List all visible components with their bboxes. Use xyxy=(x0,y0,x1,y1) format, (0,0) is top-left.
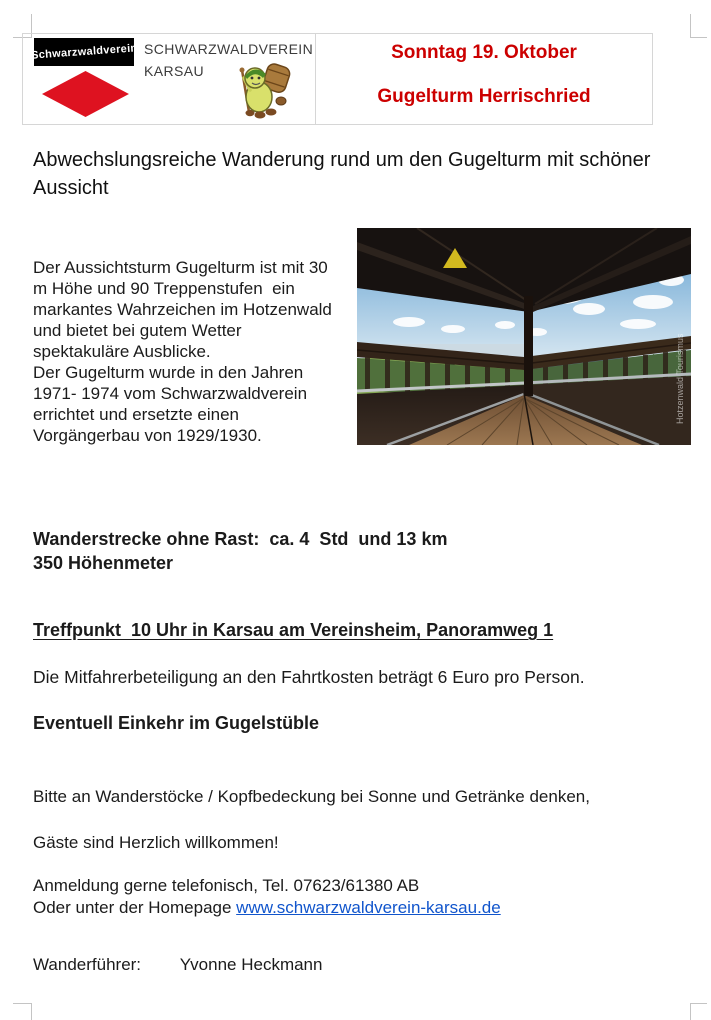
guests-welcome: Gäste sind Herzlich willkommen! xyxy=(33,833,279,852)
margin-mark-bottom-left xyxy=(13,1003,32,1020)
route-line2: 350 Höhenmeter xyxy=(33,553,174,573)
desc-line: m Höhe und 90 Treppenstufen ein xyxy=(33,279,295,298)
red-diamond-logo-icon xyxy=(42,71,129,117)
tower-description xyxy=(33,257,363,446)
desc-line: 1971- 1974 vom Schwarzwaldverein xyxy=(33,384,308,403)
margin-mark-bottom-right xyxy=(690,1003,707,1020)
margin-mark-top-right xyxy=(690,14,707,38)
event-location: Gugelturm Herrischried xyxy=(377,86,591,107)
title-line1: Abwechslungsreiche Wanderung rund um den Gugelturm mit schöner xyxy=(33,149,651,171)
schwarzwaldverein-logo xyxy=(30,38,138,66)
org-name-line1: SCHWARZWALDVEREIN xyxy=(144,41,314,57)
desc-line: markantes Wahrzeichen im Hotzenwald xyxy=(33,300,332,319)
page-title xyxy=(33,146,693,202)
org-name-line2: KARSAU xyxy=(144,63,204,79)
desc-line: Der Aussichtsturm Gugelturm ist mit 30 xyxy=(33,258,328,277)
route-info xyxy=(33,527,447,575)
header-event-cell xyxy=(316,34,652,124)
desc-line: und bietet bei gutem Wetter xyxy=(33,321,242,340)
meeting-point: Treffpunkt 10 Uhr in Karsau am Vereinsheim, Panoramweg 1 xyxy=(33,620,554,640)
refreshment-stop: Eventuell Einkehr im Gugelstüble xyxy=(33,713,320,733)
desc-line: spektakuläre Ausblicke. xyxy=(33,342,211,361)
registration-info xyxy=(33,875,501,919)
hiker-mascot-icon xyxy=(229,63,293,119)
guide-info xyxy=(33,955,322,975)
photo-watermark: Hotzenwald Tourismus xyxy=(675,333,685,424)
logo-box-label: Schwarzwaldverein xyxy=(30,42,138,62)
desc-line: Vorgängerbau von 1929/1930. xyxy=(33,426,262,445)
title-line2: Aussicht xyxy=(33,177,109,199)
event-date: Sonntag 19. Oktober xyxy=(391,42,577,63)
header-logo-cell xyxy=(23,34,316,124)
desc-line: Der Gugelturm wurde in den Jahren xyxy=(33,363,304,382)
homepage-link[interactable]: www.schwarzwaldverein-karsau.de xyxy=(236,898,501,917)
cost-info: Die Mitfahrerbeteiligung an den Fahrtkosten beträgt 6 Euro pro Person. xyxy=(33,667,585,687)
guide-label: Wanderführer: xyxy=(33,955,142,974)
registration-homepage-prefix: Oder unter der Homepage xyxy=(33,898,237,917)
desc-line: errichtet und ersetzte einen xyxy=(33,405,240,424)
header-table xyxy=(22,33,653,125)
bring-reminder: Bitte an Wanderstöcke / Kopfbedeckung bei Sonne und Getränke denken, xyxy=(33,787,590,806)
guide-name: Yvonne Heckmann xyxy=(179,955,323,974)
registration-phone: Anmeldung gerne telefonisch, Tel. 07623/61380 AB xyxy=(33,876,420,895)
route-line1: Wanderstrecke ohne Rast: ca. 4 Std und 13 km xyxy=(33,529,448,549)
gugelturm-view-photo xyxy=(357,228,691,445)
